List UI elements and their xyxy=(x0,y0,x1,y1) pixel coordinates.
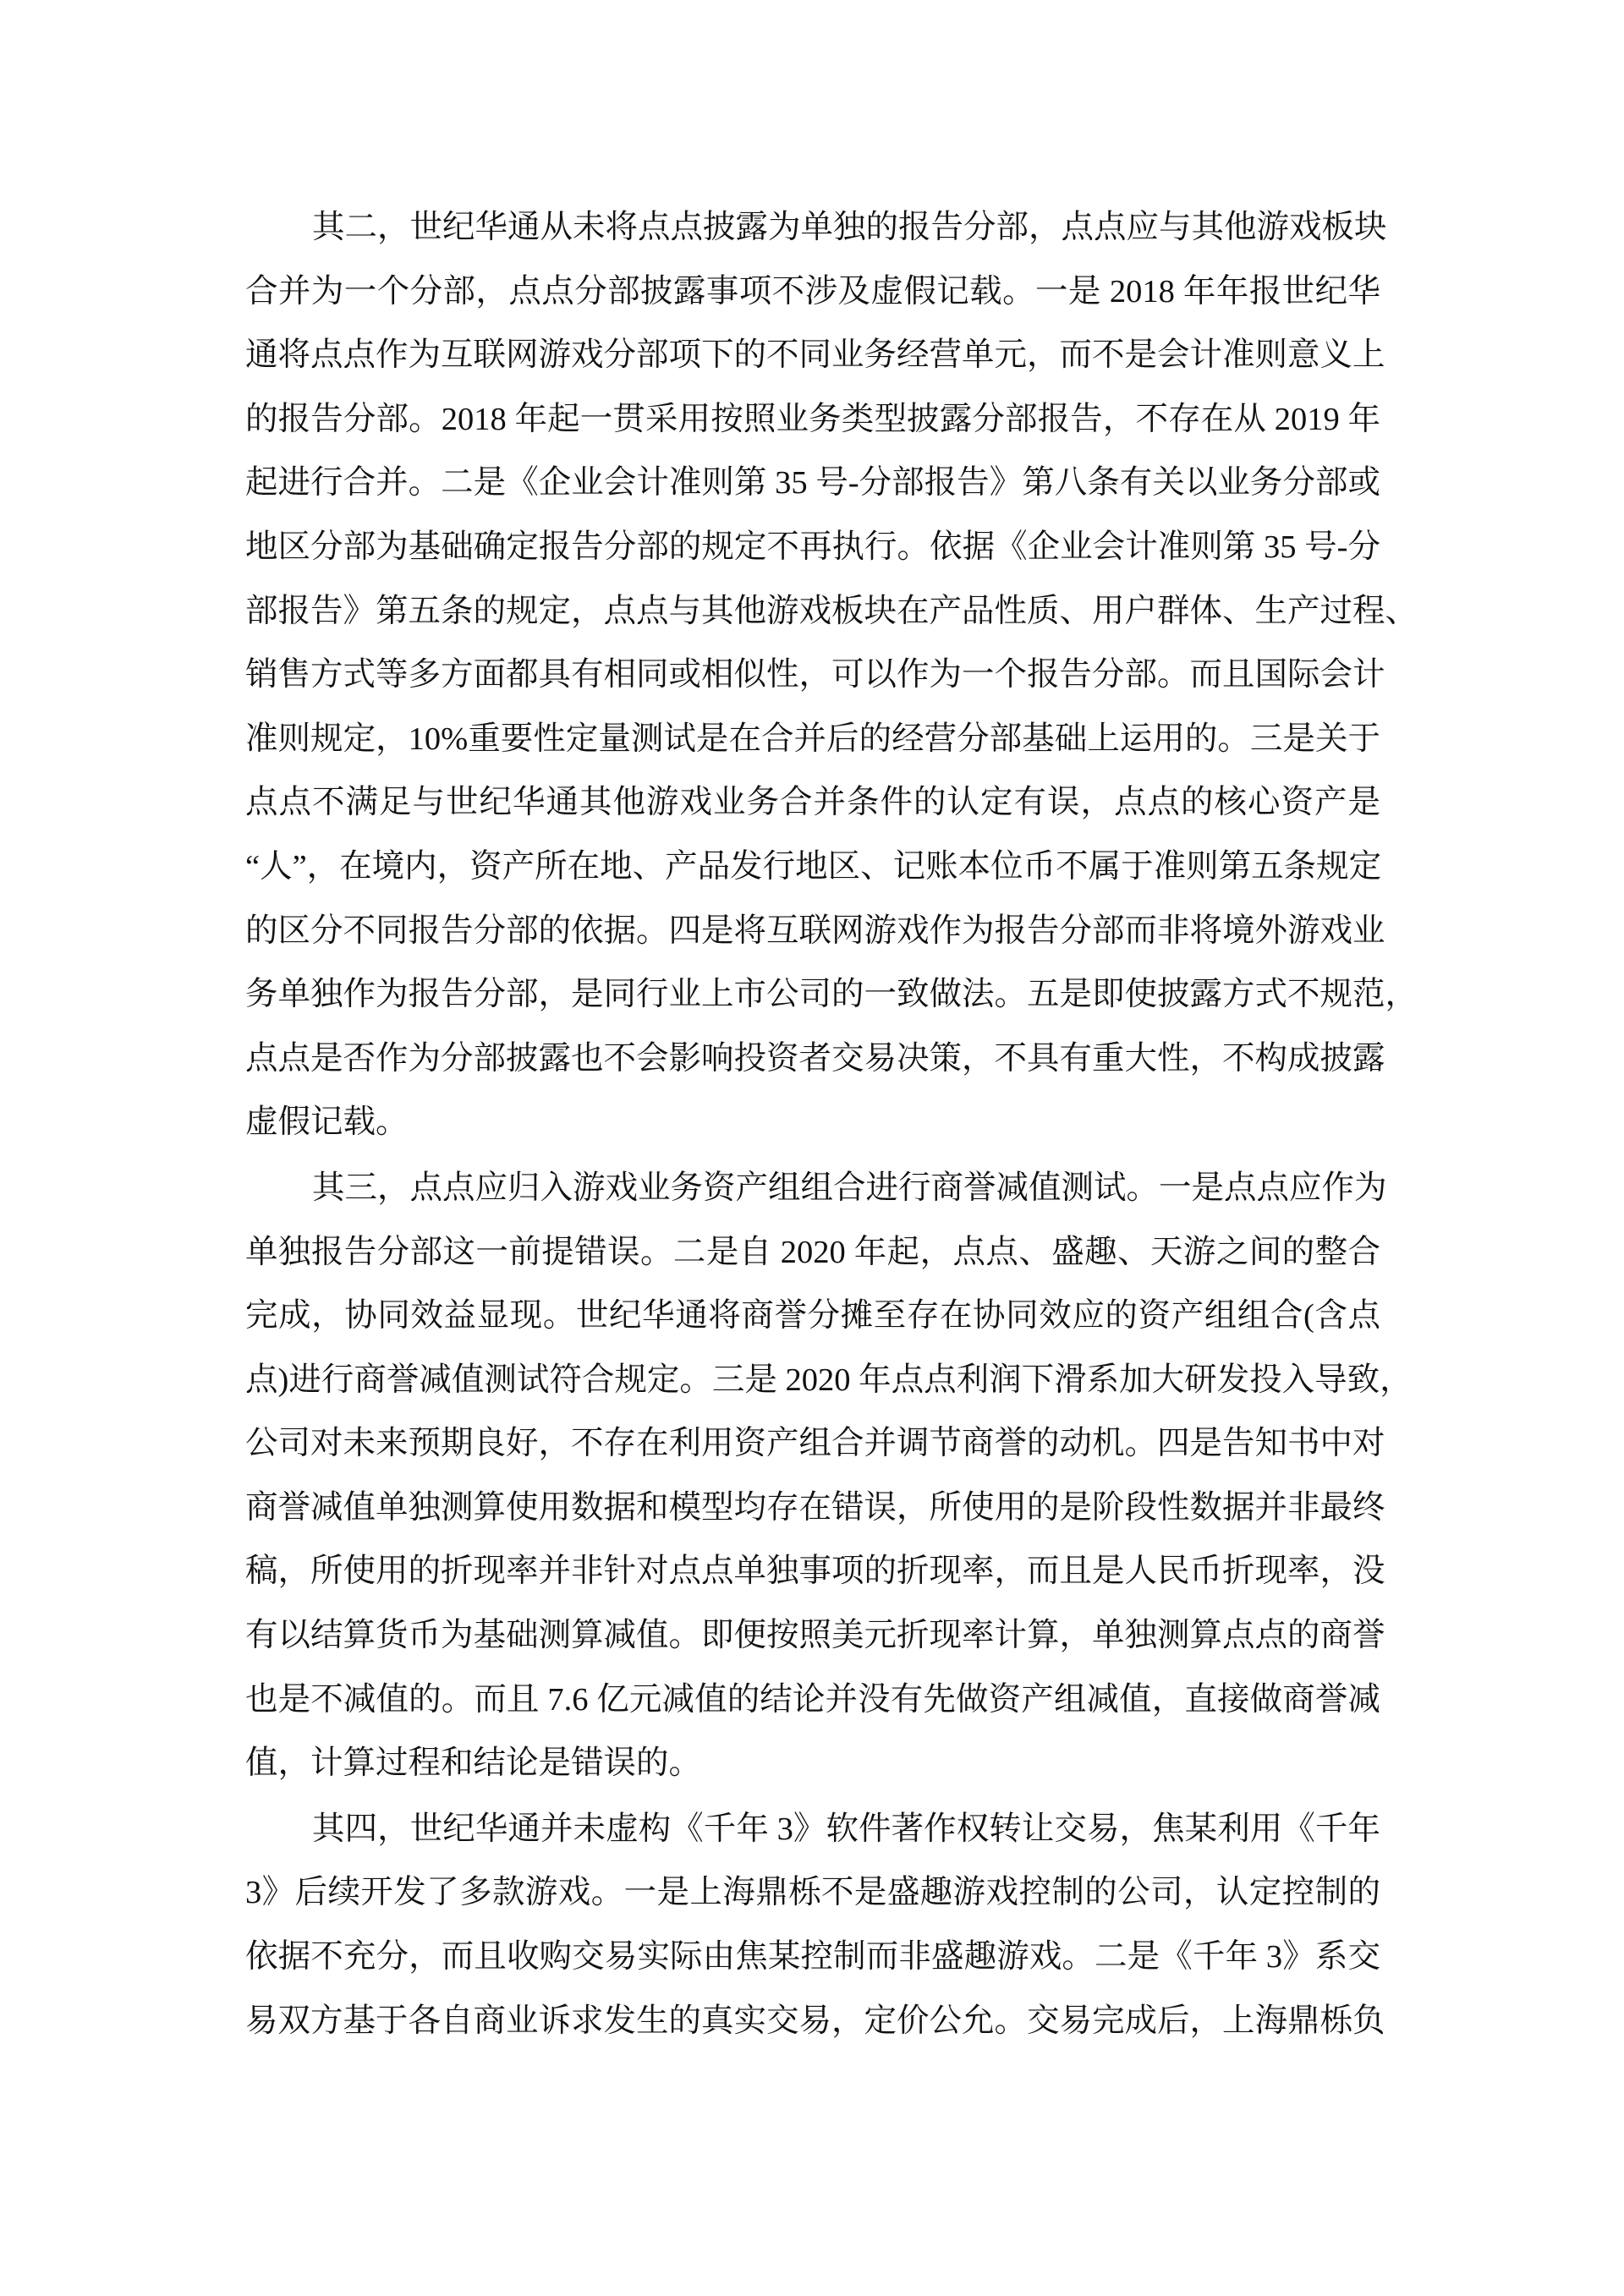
text-line: 的区分不同报告分部的依据。四是将互联网游戏作为报告分部而非将境外游戏业 xyxy=(245,912,1385,949)
text-line: 其三，点点应归入游戏业务资产组组合进行商誉减值测试。一是点点应作为 xyxy=(312,1170,1387,1206)
text-line: 销售方式等多方面都具有相同或相似性，可以作为一个报告分部。而且国际会计 xyxy=(245,657,1385,693)
text-line: 通将点点作为互联网游戏分部项下的不同业务经营单元，而不是会计准则意义上 xyxy=(245,337,1385,374)
text-line: 完成，协同效益显现。世纪华通将商誉分摊至存在协同效应的资产组组合(含点 xyxy=(245,1298,1380,1334)
text-line: 其四，世纪华通并未虚构《千年 3》软件著作权转让交易，焦某利用《千年 xyxy=(312,1811,1380,1847)
text-line: 准则规定，10%重要性定量测试是在合并后的经营分部基础上运用的。三是关于 xyxy=(245,721,1380,757)
text-line: 部报告》第五条的规定，点点与其他游戏板块在产品性质、用户群体、生产过程、 xyxy=(245,593,1418,629)
text-line: 稿，所使用的折现率并非针对点点单独事项的折现率，而且是人民币折现率，没 xyxy=(245,1553,1385,1590)
text-line: 的报告分部。2018 年起一贯采用按照业务类型披露分部报告，不存在从 2019 年 xyxy=(245,401,1380,437)
text-line: 务单独作为报告分部，是同行业上市公司的一致做法。五是即使披露方式不规范， xyxy=(245,977,1418,1013)
text-line: 虚假记载。 xyxy=(245,1104,409,1141)
text-line: 起进行合并。二是《企业会计准则第 35 号-分部报告》第八条有关以业务分部或 xyxy=(245,465,1380,501)
text-line: 点点不满足与世纪华通其他游戏业务合并条件的认定有误，点点的核心资产是 xyxy=(245,785,1380,821)
paragraph-software-copyright xyxy=(245,1798,1385,2053)
text-line: 单独报告分部这一前提错误。二是自 2020 年起，点点、盛趣、天游之间的整合 xyxy=(245,1234,1380,1270)
text-line: “人”，在境内，资产所在地、产品发行地区、记账本位币不属于准则第五条规定 xyxy=(245,848,1382,885)
text-line: 3》后续开发了多款游戏。一是上海鼎栎不是盛趣游戏控制的公司，认定控制的 xyxy=(245,1875,1380,1911)
text-line: 地区分部为基础确定报告分部的规定不再执行。依据《企业会计准则第 35 号-分 xyxy=(245,529,1380,565)
text-line: 值，计算过程和结论是错误的。 xyxy=(245,1745,702,1782)
text-line: 点)进行商誉减值测试符合规定。三是 2020 年点点利润下滑系加大研发投入导致， xyxy=(245,1362,1413,1398)
document-body xyxy=(245,196,1418,2053)
text-line: 有以结算货币为基础测算减值。即便按照美元折现率计算，单独测算点点的商誉 xyxy=(245,1618,1385,1654)
text-line: 依据不充分，而且收购交易实际由焦某控制而非盛趣游戏。二是《千年 3》系交 xyxy=(245,1939,1380,1975)
text-line: 公司对未来预期良好，不存在利用资产组合并调节商誉的动机。四是告知书中对 xyxy=(245,1426,1385,1462)
text-line: 商誉减值单独测算使用数据和模型均存在错误，所使用的是阶段性数据并非最终 xyxy=(245,1489,1385,1526)
text-line: 点点是否作为分部披露也不会影响投资者交易决策，不具有重大性，不构成披露 xyxy=(245,1040,1385,1077)
paragraph-segment-reporting xyxy=(245,196,1418,1155)
paragraph-goodwill-impairment xyxy=(245,1157,1413,1796)
text-line: 易双方基于各自商业诉求发生的真实交易，定价公允。交易完成后，上海鼎栎负 xyxy=(245,2003,1385,2039)
text-line: 其二，世纪华通从未将点点披露为单独的报告分部，点点应与其他游戏板块 xyxy=(312,210,1387,245)
text-line: 合并为一个分部，点点分部披露事项不涉及虚假记载。一是 2018 年年报世纪华 xyxy=(245,273,1380,310)
text-line: 也是不减值的。而且 7.6 亿元减值的结论并没有先做资产组减值，直接做商誉减 xyxy=(245,1681,1380,1718)
